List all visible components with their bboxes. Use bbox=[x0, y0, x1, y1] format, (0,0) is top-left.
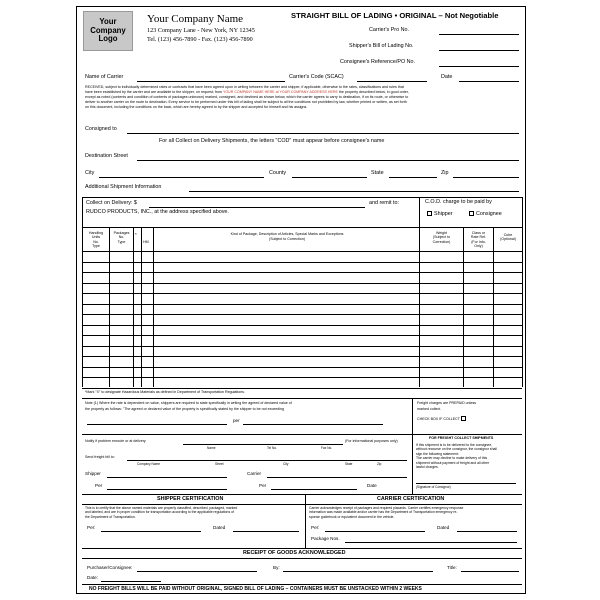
send-bill-label: Send freight bill to: bbox=[85, 455, 115, 459]
received-text-1: RECEIVED, subject to individually determined rates or contracts that have been agreed upon in writing between the carrier and shipper, if applicable, otherwise to the rates, classifications and rules that bbox=[85, 85, 404, 89]
carrier-cert-text: Carrier acknowledges receipt of packages and required placards. Carrier certifies emergency response information was made available and/or carrier has the Department of Transportation emergency re- sponse guidebook or equivalent document in the vehicle. bbox=[309, 506, 464, 519]
shipper-per-field[interactable] bbox=[107, 489, 227, 490]
freight-terms-2: marked collect. bbox=[417, 407, 442, 411]
carriers-pro-label: Carrier's Pro No. bbox=[369, 27, 409, 33]
send-street-caption: Street bbox=[215, 462, 224, 466]
notify-label: Notify if problem enroute or at delivery bbox=[85, 439, 146, 443]
table-row[interactable] bbox=[154, 252, 418, 261]
received-text-4: deliver to another carrier on the route to destination. Every service to be performed under this bill of lading shall be subject to all the conditions not prohibited by law, whether printed or written, as set forth bbox=[85, 100, 407, 104]
col-header-weight: Weight (Subject to Correction) bbox=[432, 231, 451, 244]
send-zip-caption: Zip bbox=[377, 462, 382, 466]
state-label: State bbox=[371, 170, 384, 176]
shipper-checkbox[interactable] bbox=[427, 211, 432, 216]
shippers-bol-label: Shipper's Bill of Lading No. bbox=[349, 43, 414, 49]
scac-field[interactable] bbox=[357, 81, 427, 82]
value-amount-field[interactable] bbox=[87, 424, 227, 425]
received-text-5: on this document, including the conditions on the back, which are hereby agreed to by the shipper and accepted for himself and his assigns. bbox=[85, 105, 308, 109]
notify-section-top bbox=[82, 434, 522, 435]
shipper-per-label: Per bbox=[95, 483, 103, 488]
col-header-handling: Handling Units No. Type bbox=[88, 231, 104, 249]
notify-name-caption: Name bbox=[207, 446, 216, 450]
table-header-top bbox=[82, 227, 522, 228]
carrier-cert-per-field[interactable] bbox=[325, 531, 425, 532]
shippers-bol-field[interactable] bbox=[439, 50, 519, 51]
send-bill-field[interactable] bbox=[127, 460, 407, 461]
receipt-date-field[interactable] bbox=[101, 581, 161, 582]
cert-divider bbox=[305, 494, 306, 548]
zip-field[interactable] bbox=[453, 177, 519, 178]
shipper-cert-per-label: Per: bbox=[87, 525, 96, 530]
send-company-caption: Company Name bbox=[137, 462, 161, 466]
package-nos-field[interactable] bbox=[345, 542, 517, 543]
carriers-pro-field[interactable] bbox=[439, 34, 519, 35]
date-label: Date bbox=[441, 74, 453, 80]
consignee-checkbox[interactable] bbox=[469, 211, 474, 216]
received-text-2: have been established by the carrier and are available to the shipper, on request; from YOUR COMPANY NAME HERE at YOUR COMPANY ADDRESS HERE the property described below, in good order, bbox=[85, 90, 409, 94]
carrier-per-label: Per bbox=[259, 483, 267, 488]
carrier-field[interactable] bbox=[267, 477, 407, 478]
document-title: STRAIGHT BILL OF LADING • ORIGINAL – Not Negotiable bbox=[291, 11, 499, 20]
county-field[interactable] bbox=[292, 177, 367, 178]
shipper-cert-per-field[interactable] bbox=[101, 531, 201, 532]
col-header-packages: Packages No. Type bbox=[113, 231, 130, 244]
destination-street-field[interactable] bbox=[137, 160, 519, 161]
receipt-section-top bbox=[82, 548, 522, 549]
receipt-by-label: By: bbox=[273, 565, 280, 570]
cod-charge-label: C.O.D. charge to be paid by bbox=[425, 199, 492, 205]
table-row[interactable] bbox=[154, 378, 418, 387]
cod-amount-label: Collect on Delivery: $ bbox=[86, 200, 137, 206]
carrier-name-field[interactable] bbox=[137, 81, 285, 82]
table-row[interactable] bbox=[154, 315, 418, 324]
shipper-label: Shipper bbox=[85, 471, 101, 476]
scac-label: Carrier's Code (SCAC) bbox=[289, 74, 344, 80]
carrier-date-label: Date bbox=[367, 483, 377, 488]
col-header-hm: HM bbox=[143, 240, 149, 244]
shipper-cert-text: This is to certify that the above named materials are properly classified, described, packaged, marked and labeled, and are in proper condition for transportation according to the applicable regulations of the Department of Transportation. bbox=[85, 506, 238, 519]
table-row[interactable] bbox=[154, 273, 418, 282]
city-label: City bbox=[85, 170, 95, 176]
shipper-cert-dated-field[interactable] bbox=[233, 531, 299, 532]
cod-note: For all Collect on Delivery Shipments, the letters "COD" must appear before consignee's name bbox=[159, 138, 385, 144]
consigned-to-label: Consigned to bbox=[85, 126, 117, 132]
cert-title-bottom bbox=[82, 504, 522, 505]
col-header-star: * bbox=[135, 232, 137, 237]
company-address: 123 Company Lane - New York, NY 12345 bbox=[147, 27, 255, 34]
receipt-title: RECEIPT OF GOODS ACKNOWLEDGED bbox=[243, 550, 346, 556]
zip-label: Zip bbox=[441, 170, 449, 176]
carrier-per-field[interactable] bbox=[271, 489, 357, 490]
cod-divider bbox=[419, 197, 420, 227]
collect-checkbox[interactable] bbox=[461, 416, 466, 421]
notify-field[interactable] bbox=[183, 444, 343, 445]
carrier-name-label: Name of Carrier bbox=[85, 74, 124, 80]
receipt-title-field[interactable] bbox=[461, 571, 519, 572]
destination-street-label: Destination Street bbox=[85, 153, 128, 159]
table-row[interactable] bbox=[154, 263, 418, 272]
table-top-border bbox=[82, 197, 522, 198]
value-divider bbox=[412, 398, 413, 434]
notify-fax-caption: Fax No. bbox=[321, 446, 333, 450]
table-row-line bbox=[82, 388, 522, 389]
date-field[interactable] bbox=[459, 81, 519, 82]
value-note-1: Note (1) Where the rate is dependent on value, shippers are required to state specifically in writing the agreed of declared value of bbox=[85, 401, 292, 405]
send-state-caption: State bbox=[345, 462, 353, 466]
receipt-title-bottom bbox=[82, 558, 522, 559]
package-nos-label: Package Nos. bbox=[311, 536, 340, 541]
county-label: County bbox=[269, 170, 287, 176]
company-logo: Your Company Logo bbox=[83, 11, 133, 51]
table-row[interactable] bbox=[154, 305, 418, 314]
value-per-field[interactable] bbox=[243, 424, 383, 425]
receipt-title-label: Title: bbox=[447, 565, 457, 570]
shipper-field[interactable] bbox=[107, 477, 227, 478]
shipper-cert-dated-label: Dated bbox=[213, 525, 226, 530]
value-per-label: per bbox=[233, 418, 240, 423]
table-row[interactable] bbox=[154, 357, 418, 366]
carrier-cert-dated-label: Dated bbox=[437, 525, 450, 530]
table-row[interactable] bbox=[154, 368, 418, 377]
table-row[interactable] bbox=[154, 294, 418, 303]
consignor-signature-caption: (Signature of Consignor) bbox=[416, 485, 451, 489]
additional-info-field[interactable] bbox=[189, 191, 519, 192]
additional-info-label: Additional Shipment Information bbox=[85, 184, 162, 190]
table-row[interactable] bbox=[154, 336, 418, 345]
table-row[interactable] bbox=[154, 326, 418, 335]
state-field[interactable] bbox=[389, 177, 437, 178]
bill-of-lading-form bbox=[76, 6, 526, 594]
consignee-ref-field[interactable] bbox=[439, 66, 519, 67]
freight-terms-1: Freight charges are PREPAID unless bbox=[417, 401, 477, 405]
footer-note: NO FREIGHT BILLS WILL BE PAID WITHOUT ORIGINAL, SIGNED BILL OF LADING – CONTAINERS MUST BE UNSTACKED WITHIN 2 WEEKS bbox=[89, 586, 422, 592]
received-text-3: except as noted (contents and condition of contents of packages unknown) marked, consigned, and destined as shown below, which the carrier agrees to carry to destination, if on its route, or otherwise to bbox=[85, 95, 409, 99]
shipper-cert-title: SHIPPER CERTIFICATION bbox=[157, 496, 224, 502]
value-section-top bbox=[82, 398, 522, 399]
hazmat-note: *Mark "X" to designate Hazardous Materials as defined in Department of Transportation Regulations. bbox=[85, 390, 245, 394]
carrier-label: Carrier bbox=[247, 471, 262, 476]
company-name: Your Company Name bbox=[147, 13, 244, 25]
cert-section-top bbox=[82, 494, 522, 495]
cod-consignee-option[interactable]: Consignee bbox=[469, 211, 502, 217]
receipt-date-label: Date: bbox=[87, 575, 98, 580]
consignee-ref-label: Consignee's Reference/PO No. bbox=[340, 59, 416, 65]
cod-amount-field[interactable] bbox=[149, 207, 365, 208]
collect-checkbox-option[interactable]: CHECK BOX IF COLLECT bbox=[417, 416, 468, 422]
collect-box-divider bbox=[412, 434, 413, 494]
table-row[interactable] bbox=[154, 284, 418, 293]
collect-box-title: FOR FREIGHT COLLECT SHIPMENTS bbox=[429, 436, 494, 440]
company-phone: Tel. (123) 456-7890 - Fax. (123) 456-7890 bbox=[147, 36, 253, 43]
send-city-caption: City bbox=[283, 462, 289, 466]
notify-info-note: (For informational purposes only) bbox=[345, 439, 398, 443]
purchaser-label: Purchaser/Consignee: bbox=[87, 565, 133, 570]
value-note-2: the property as follows: "The agreed or declared value of the property is specifically stated by the shipper to be not exceeding bbox=[85, 407, 285, 411]
footer-top bbox=[82, 584, 522, 585]
table-row[interactable] bbox=[154, 347, 418, 356]
consignor-signature-field[interactable] bbox=[416, 483, 516, 484]
city-field[interactable] bbox=[99, 177, 264, 178]
table-right-border bbox=[522, 197, 523, 387]
carrier-cert-per-label: Per: bbox=[311, 525, 320, 530]
cod-shipper-option[interactable]: Shipper bbox=[427, 211, 453, 217]
col-header-class: Class or Rate Ref. (For Info. Only) bbox=[470, 231, 487, 249]
consigned-to-field[interactable] bbox=[127, 133, 519, 134]
notify-tel-caption: Tel No. bbox=[267, 446, 277, 450]
remit-label: and remit to: bbox=[369, 200, 399, 206]
collect-box-text: If this shipment is to be delivered to the consignee, without recourse on the consignor, the consignor shall sign the following statement: The carrier may decline to make delivery of this shipment without payment of freight and all other lawful charges. bbox=[416, 443, 497, 470]
receipt-by-field[interactable] bbox=[283, 571, 433, 572]
purchaser-field[interactable] bbox=[137, 571, 257, 572]
col-header-description: Kind of Package, Description of Articles, Special Marks and Exceptions (Subject to Correction) bbox=[230, 232, 344, 241]
rudco-text: RUDCO PRODUCTS, INC., at the address specified above. bbox=[86, 209, 229, 215]
carrier-cert-title: CARRIER CERTIFICATION bbox=[377, 496, 445, 502]
carrier-cert-dated-field[interactable] bbox=[457, 531, 517, 532]
col-header-cube: Cube (Optional) bbox=[500, 233, 516, 242]
table-left-border bbox=[82, 197, 83, 387]
